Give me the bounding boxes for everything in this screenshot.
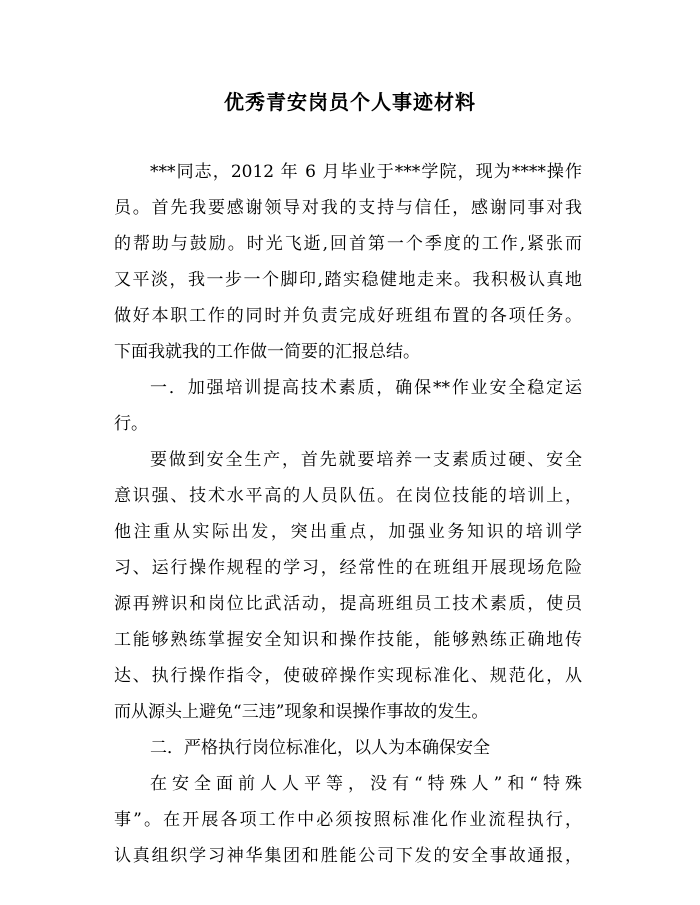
- document-title: 优秀青安岗员个人事迹材料: [224, 90, 476, 114]
- paragraph-line: 意识强、技术水平高的人员队伍。在岗位技能的培训上，: [114, 486, 582, 506]
- paragraph-line: 的帮助与鼓励。时光飞逝,回首第一个季度的工作,紧张而: [114, 234, 582, 254]
- paragraph-line: 在安全面前人人平等，没有“特殊人”和“特殊: [150, 774, 582, 794]
- paragraph-line: 又平淡，我一步一个脚印,踏实稳健地走来。我积极认真地: [114, 270, 582, 290]
- paragraph-line: 源再辨识和岗位比武活动，提高班组员工技术素质，使员: [114, 594, 582, 614]
- section-heading-line: 行。: [114, 414, 148, 434]
- paragraph-line: 而从源头上避免“三违”现象和误操作事故的发生。: [114, 702, 489, 722]
- paragraph-line: 习、运行操作规程的学习，经常性的在班组开展现场危险: [114, 558, 582, 578]
- paragraph-line: 下面我就我的工作做一简要的汇报总结。: [114, 342, 420, 362]
- paragraph-line: 事”。在开展各项工作中必须按照标准化作业流程执行，: [114, 810, 582, 830]
- paragraph-line: ***同志，2012 年 6 月毕业于***学院，现为****操作: [150, 162, 582, 182]
- paragraph-line: 要做到安全生产，首先就要培养一支素质过硬、安全: [150, 450, 582, 470]
- paragraph-line: 员。首先我要感谢领导对我的支持与信任，感谢同事对我: [114, 198, 582, 218]
- paragraph-line: 他注重从实际出发，突出重点，加强业务知识的培训学: [114, 522, 582, 542]
- paragraph-line: 认真组织学习神华集团和胜能公司下发的安全事故通报，: [114, 846, 582, 866]
- document-body: [114, 154, 582, 874]
- section-heading-line: 二．严格执行岗位标准化，以人为本确保安全: [150, 738, 490, 758]
- section-heading-line: 一．加强培训提高技术素质，确保**作业安全稳定运: [150, 378, 582, 398]
- paragraph-line: 工能够熟练掌握安全知识和操作技能，能够熟练正确地传: [114, 630, 582, 650]
- paragraph-line: 做好本职工作的同时并负责完成好班组布置的各项任务。: [114, 306, 582, 326]
- paragraph-line: 达、执行操作指令，使破碎操作实现标准化、规范化，从: [114, 666, 582, 686]
